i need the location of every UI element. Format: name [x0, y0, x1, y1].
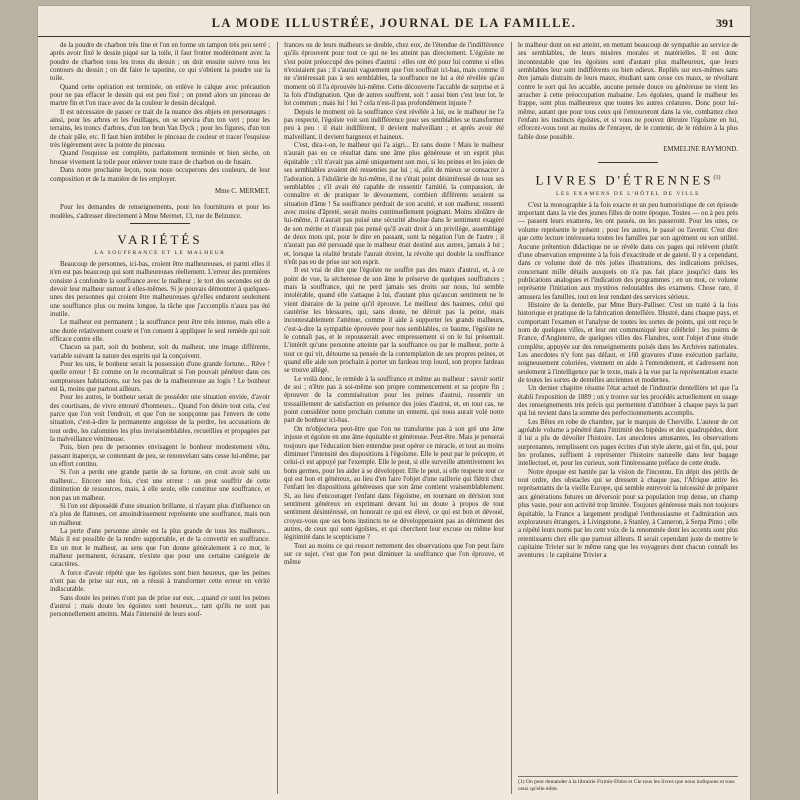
paragraph: Un dernier chapitre résume l'état actuel de l'industrie dentellière tel que l'a établi l'exposition de 1889 ; on y trouve sur les procédés actuellement en usage des renseignements très précis qui permettent d'attribuer à chaque pays la part qui lui revient dans la somme des perfectionnements accomplis. [518, 385, 738, 418]
paragraph: Notre époque est hantée par la vision de l'inconnu. En dépit des périls de tout ordre, des obstacles qui se dressent à chaque pas, l'Afrique attire les représentants de la vieille Europe, qui semble entrevoir la nécessité de préparer aux générations futures un déversoir pour sa population trop dense, un champ plus vaste, pour son activité trop limitée. Toujours généreuse mais non toujours équitable, la France a largement prodigué l'enthousiasme et l'admiration aux explorateurs étrangers, à Livingstone, à Stanley, à Cameron, à Serpa Pinto ; elle a répété leurs noms par les cent voix de la renommée dont les accents sont plus retentissants chez elle que partout ailleurs. Il serait cependant juste de mettre le capitaine Trivier sur le même rang que les voyageurs dont chacun connaît les aventures : le capitaine Trivier a [518, 468, 738, 560]
paragraph: Le voilà donc, le remède à la souffrance et même au malheur : savoir sortir de soi ; n'être pas à soi-même son propre commencement et sa propre fin ; éprouver de la commisération pour les peines d'autrui, ressentir un tressaillement de satisfaction en présence des joies d'autrui, et, en tout cas, ne point considérer notre prochain comme un ennemi, qui nous aurait volé notre part de bonheur ici-bas. [284, 375, 504, 425]
paragraph: Quand cette opération est terminée, on enlève le calque avec précaution pour ne pas effacer le dessin qui est peu fixé ; on prend alors un pinceau de martre fin et l'on trace avec de la couleur le dessin décalqué. [50, 83, 270, 108]
paragraph: C'est, dira-t-on, le malheur qui l'a aigri... Et sans doute ! Mais le malheur n'aurait pas eu ce résultat dans une âme plus généreuse et un esprit plus équitable ; s'il n'avait pas aimé uniquement son moi, si les peines et les joies de ses semblables avaient été ressenties par lui ; si, afin de mieux se consacrer à l'adoration, à l'idolâtrie de lui-même, il ne s'était point désintéressé de tous ses semblables ; s'il avait été capable de ressentir l'amitié, la compassion, de connaître et de pratiquer le dévouement, combien différents seraient sa situation d'âme ! Sa souffrance perdrait de son acuité, et son malheur, ressenti avec moins d'âpreté, serait moins continuellement poignant. Moins idolâtre de lui-même, il n'aurait pas puisé une sécurité absolue dans le sentiment exagéré de son mérite et n'aurait pas pensé qu'il avait droit à un privilège, assemblage de deux mots qui, pour le dire en passant, sont la négation l'un de l'autre ; il n'aurait pas été persuadé que le malheur était destiné aux autres, jamais à lui ; et, lorsque la réalité brutale l'aurait étreint, la révolte qui double la souffrance n'eût pas eu de prise sur son esprit. [284, 142, 504, 266]
paragraph: le malheur dont on est atteint, en mettant beaucoup de sympathie au service de ses semblables, de leurs misères morales et matérielles. Il est donc incontestable que les égoïstes sont d'autant plus malheureux, que leurs semblables leur sont indifférents ou bien odieux. Repliés sur eux-mêmes sans être jamais distraits de leurs maux, étudiant sans cesse ces maux, se révoltant contre le sort qui les accable, aucune pensée douce ou généreuse ne vient les arracher à cette préoccupation malsaine. Les égoïstes, quand le malheur les frappe, sont plus malheureux que toutes les autres créatures. Donc pour lui-même, autant que pour tous ceux qui l'entoureront dans la vie, combattez chez l'enfant les instincts égoïstes, et si vous ne pouvez détruire l'égoïsme en lui, efforcez-vous tout au moins de l'enrayer, de le contenir, de le réduire à la plus faible dose possible. [518, 42, 738, 141]
paragraph: Depuis le moment où la souffrance s'est révélée à lui, ou le malheur ne l'a pas respecté, l'égoïste voit son indifférence pour ses semblables se transformer peu à peu : il était indifférent, il devient malveillant ; et après avoir été malveillant, il devient hargneux et haineux. [284, 108, 504, 141]
paragraph: La perte d'une personne aimée est la plus grande de tous les malheurs... Mais il est possible de la rendre supportable, et de la convertir en souffrance. En un mot le malheur, au sens que l'on donne généralement à ce mot, le malheur permanent, écrasant, n'existe que pour une certaine catégorie de caractères. [50, 527, 270, 569]
author-signature: Mme C. MERMET. [215, 187, 270, 195]
column-divider [511, 42, 512, 794]
column-3 [518, 42, 738, 794]
paragraph: Si l'on est dépossédé d'une situation brillante, si n'ayant plus d'influence on n'a plus de flatteurs, cet amoindrissement représente une souffrance, mais non un malheur. [50, 502, 270, 527]
paragraph: Les Bêtes en robe de chambre, par le marquis de Cherville. L'auteur de cet agréable volume a pénétré dans l'intimité des bipèdes et des quadrupèdes, dont il lui a plu de dévoiler l'histoire. Les anecdotes amusantes, les observations surprenantes, remplissent ces pages écrites d'un style alerte, gai et fin, qui, pour les profanes, suffisent à représenter l'histoire naturelle dans leur bagage intellectuel, et, pour les curieux, sont l'intéressante préface de cette étude. [518, 418, 738, 468]
section-title-livres-etrennes [518, 171, 738, 187]
footnote-mark: (1) [713, 175, 721, 182]
paragraph: Chacun sa part, soit du bonheur, soit du malheur, une image différente, variable suivant la nature des esprits qui la conçoivent. [50, 344, 270, 360]
section-subtitle: LA SOUFFRANCE ET LE MALHEUR [94, 249, 226, 256]
paragraph: de la poudre de charbon très fine et l'on en forme un tampon très peu serré ; après avoir fixé le dessin piqué sur la toile, il faut frotter modérément avec la poudre de charbon tous les trous du dessin ; on doit ensuite suivre tous les contours du dessin ; on dit faire le tapotine, ce qui s'obtient la poudre sur la toile. [50, 42, 270, 83]
paragraph: Quand l'esquisse est complète, parfaitement terminée et bien sèche, on brosse vivement la toile pour enlever toute trace de charbon ou de fusain. [50, 150, 270, 166]
journal-page [38, 6, 750, 800]
column-divider [277, 42, 278, 794]
column-1 [50, 42, 270, 794]
paragraph: frances ou de leurs malheurs se double, chez eux, de l'étendue de l'indifférence qu'ils éprouvent pour tout ce qui ne les atteint pas directement. L'égoïste ne s'est point préoccupé des peines d'autrui : elles ont été pour lui comme si elles n'existaient pas ; il s'aurait vaguement que l'on souffrait ici-bas, mais comme il ne s'intéressait pas à ses semblables, la souffrance ne lui a été révélée qu'au moment où il l'a éprouvée lui-même. Cette découverte l'accable de surprise et à la fois d'indignation. Que de autres souffrent, soit ! aussi bien c'est leur lot, le lot commun ; mais lui ! lui ? cela n'est-il pas profondément injuste ? [284, 42, 504, 108]
page-number: 391 [716, 16, 734, 30]
section-divider [598, 162, 658, 163]
section-divider [130, 223, 190, 224]
paragraph: Beaucoup de personnes, ici-bas, croient être malheureuses, et parmi elles il n'en est pas beaucoup qui sont malheureuses réellement. L'erreur des premières consiste à confondre la souffrance avec le malheur ; le tort des secondes est de devoir leur malheur surtout à elles-mêmes. Si je pouvais démontrer à quelques-unes des personnes qui croient être malheureuses qu'elles endurent seulement une souffrance plus ou moins longue, la tâche que j'accomplis n'aura pas été inutile. [50, 260, 270, 318]
section-title-varietes: VARIÉTÉS [117, 231, 203, 247]
paragraph: Puis, bien peu de personnes envisagent le bonheur modestement vêtu, passant inaperçu, se contentant de peu, se renouvelant sans cesse lui-même, par un effort continu. [50, 444, 270, 469]
paragraph: Il est nécessaire de passer ce trait de la nuance des objets en personnages : ainsi, pour les arbres et les feuillages, on se servira d'un ton vert ; pour les terrains, les troncs d'arbres, d'un ton brun Van Dyck ; pour les figures, d'un ton de chair pâle, etc. Il faut bien imbiber le pinceau de couleur et tracer l'esquisse très légèrement avec la pointe du pinceau. [50, 108, 270, 150]
paragraph: Pour les autres, le bonheur serait de posséder une situation enviée, d'avoir des courtisans, de vivre entouré d'honneurs... Quand l'on désire tout cela, c'est parce que l'on voit l'endroit, et que l'on ne soupçonne pas l'envers de cette situation, c'est-à-dire la permanente angoisse de la perdre, les accusations de tout ordre, les calomnies les plus invraisemblables, recueillies et propagées par la malveillance vénimeuse. [50, 394, 270, 444]
section-subtitle: LES EXAMENS DE L'HÔTEL DE VILLE [556, 190, 700, 197]
paragraph: Pour les uns, le bonheur serait la possession d'une grande fortune... Rêve ! quelle erreur ! Et comme on le reconnaîtrait si l'on pouvait pénétrer dans ces somptueuses habitations, sur les pas de la malheureuse au logis ! Le bonheur est là, moins que partout ailleurs. [50, 361, 270, 394]
footnote: (1) On peut demander à la librairie Firmin-Didot et Cie tous les livres que nous indiquons et tous ceux qu'elle édite. [518, 776, 738, 793]
paragraph: Sans doute les peines n'ont pas de prise sur eux, ...quand ce sont les peines d'autrui ; mais doute les égoïstes sont heureux... tant qu'ils ne sont pas personnellement atteints. Mais l'intensité de leurs souf- [50, 594, 270, 619]
author-signature: EMMELINE RAYMOND. [663, 146, 738, 154]
section-title-text: LIVRES D'ÉTRENNES [535, 172, 714, 188]
paragraph: Tout au moins ce qui ressort nettement des observations que l'on peut faire sur ce sujet, c'est que l'on peut diminuer la souffrance que l'on éprouve, et même [284, 542, 504, 567]
paragraph: A force d'avoir répété que les égoïstes sont bien heureux, que les peines n'ont pas de prise sur eux, on a réussi à transformer cette erreur en vérité indiscutable. [50, 569, 270, 594]
page-header [38, 6, 750, 37]
paragraph: Il est vrai de dire que l'égoïste ne souffre pas des maux d'autrui, et, à ce point de vue, la sécheresse de son âme le préserve de quelques souffrances ; mais la souffrance, qui ne perd jamais ses droits sur nous, lui semble intolérable, quand elle s'attaque à lui, d'autant plus qu'aucun sentiment ne le vient distraire de la peine qu'il éprouve. Le meilleur des baumes, celui qui cautérise les blessures, qui, sans doute, ne détruit pas la peine, mais incontestablement l'atténue, comme il aide à supporter les grands malheurs, c'est-à-dire la sympathie éprouvée pour nos semblables, ce baume, l'égoïste ne le connaît pas, et le repousserait avec empressement si on le lui présentait. L'intérêt qu'une personne atteinte par la souffrance ou par le malheur, porte à tout ce qui vit, détourne sa pensée de la contemplation de ses propres peines, et quand elle aide son prochain à porter un fardeau trop lourd, son propre fardeau se trouve allégé. [284, 267, 504, 375]
paragraph: C'est la monographie à la fois exacte et un peu humoristique de cet épisode important dans la vie des jeunes filles de notre époque. Toutes — ou à peu près — passent leurs examens, les ont passés, ou les passeront. Pour les unes, ce volume représente le présent ; pour les autres, le passé ou l'avenir. C'est dire que cette lecture intéressera toutes les familles par son agrément ou son utilité. Aucune prétention didactique ne se révèle dans ces pages qui relèvent plutôt d'une observation empreinte à la fois d'exactitude et de gaieté. Il y a cependant, dans ce volume doté de très jolies illustrations, des indications précises, concernant mille détails auxquels on n'a pas fait place jusqu'ici dans les publications analogues et l'indication des programmes ; en un mot, ce volume représente l'initiation aux mystères redoutables des examens. Chose rare, il amusera les familles, tout en leur rendant des services sérieux. [518, 201, 738, 301]
paragraph: On m'objectera peut-être que l'on ne transforme pas à son gré une âme injuste et égoïste en une âme équitable et généreuse. Peut-être. Mais je penserai toujours que l'éducation bien entendue peut opérer ce miracle, et tout au moins diminuer l'intensité des dispositions à l'égoïsme. Elle le peut par le précepte, et celui-ci est appuyé par l'exemple. Elle le peut, si elle surveille attentivement les bons germes, pour les aider à se développer. Elle le peut, si elle respecte tout ce qui est bon et généreux, au lieu d'en faire l'objet d'une raillerie qui flétrit chez l'enfant les dispositions généreuses que son âme contient vraisemblablement. Si, au lieu d'encourager l'enfant dans l'égoïsme, en tournant en dérision tout sentiment généreux en exprimant devant lui un doute à propos de tout sentiment désintéressé, on honorait ce qui est élevé, ce qui est bon et dévoué, croyez-vous que ses bons instincts ne se développeraient pas au détriment des autres, de ceux qui sont égoïstes, et qui cherchent leur excuse ou même leur légitimité dans le scepticisme ? [284, 425, 504, 542]
column-2 [284, 42, 504, 794]
paragraph: Si l'on a perdu une grande partie de sa fortune, on croit avoir subi un malheur... Encore une fois, c'est une erreur : on peut souffrir de cette diminution de ressources, mais, à elle seule, elle constitue une souffrance, et non pas un malheur. [50, 469, 270, 502]
journal-title: LA MODE ILLUSTRÉE, JOURNAL DE LA FAMILLE. [211, 16, 577, 30]
contact-note: Pour les demandes de renseignements, pour les fournitures et pour les modèles, s'adresser directement à Mme Mermet, 13, rue de Belzunce. [50, 204, 270, 220]
paragraph: Le malheur est permanent ; la souffrance peut être très intense, mais elle a une durée relativement courte et l'on consent à appliquer le seul remède qui soit efficace contre elle. [50, 319, 270, 343]
paragraph: Dans notre prochaine leçon, nous nous occuperons des couleurs, de leur composition et de la manière de les employer. [50, 167, 270, 183]
paragraph: Histoire de la dentelle, par Mme Bury-Palliser. C'est un traité à la fois historique et pratique de la fabrication dentellière. Illustré, dans chaque pays, et comportant l'examen et l'analyse de toutes les sortes de points, qui ont reçu le nom de quelques villes, et leur ont communiqué leur célébrité : les points de France, d'Angleterre, de quelques villes des Flandres, sont l'objet d'une étude complète, appuyée sur des renseignements puisés dans les Archives nationales. Les anecdotes n'y font pas défaut, et 160 gravures d'une exécution parfaite, soigneusement coloriées, viennent en aide à l'entendement, et s'adressent non seulement à l'intelligence par le texte, mais à la vue par la représentation exacte de toutes les sortes de dentelles anciennes et modernes. [518, 301, 738, 385]
